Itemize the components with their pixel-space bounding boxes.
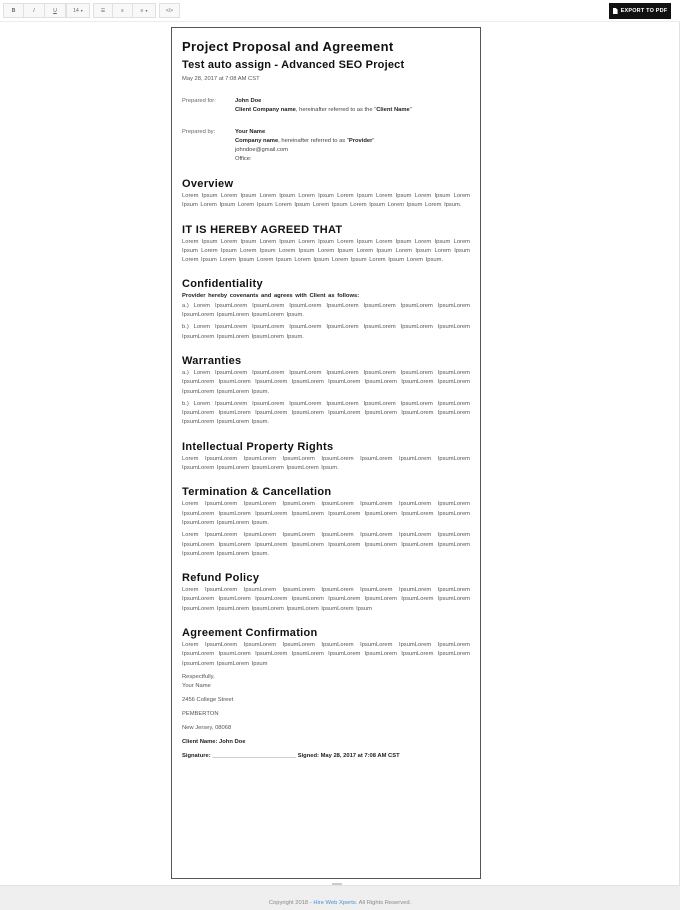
warranties-clause-b: b.) Lorem IpsumLorem IpsumLorem IpsumLorem IpsumLorem IpsumLorem IpsumLorem IpsumLorem IpsumLorem IpsumLorem IpsumLorem IpsumLorem IpsumLorem IpsumLorem IpsumLorem IpsumLorem IpsumLorem IpsumLorem Ipsum. [182,400,470,426]
signer-name: Your Name [182,682,211,689]
editor-toolbar [0,0,680,22]
section-heading-agreed: IT IS HEREBY AGREED THAT [182,223,343,236]
code-group [159,3,180,18]
signature-line: Signature: __________________________ Signed: May 28, 2017 at 7:08 AM CST [182,752,400,759]
warranties-clause-a: a.) Lorem IpsumLorem IpsumLorem IpsumLorem IpsumLorem IpsumLorem IpsumLorem IpsumLorem IpsumLorem IpsumLorem IpsumLorem IpsumLorem IpsumLorem IpsumLorem IpsumLorem IpsumLorem IpsumLorem IpsumLorem Ipsum. [182,369,470,395]
provider-office: Office: [235,156,252,162]
bullet-list-button[interactable] [93,3,113,18]
address-state: New Jersey, 08068 [182,724,232,731]
export-pdf-label: EXPORT TO PDF [620,8,668,14]
confidentiality-clause-a: a.) Lorem IpsumLorem IpsumLorem IpsumLorem IpsumLorem IpsumLorem IpsumLorem IpsumLorem IpsumLorem IpsumLorem IpsumLorem Ipsum. [182,302,470,319]
bullet-list-icon: ☰ [100,7,106,14]
underline-button[interactable]: U [45,3,66,18]
termination-text-1: Lorem IpsumLorem IpsumLorem IpsumLorem IpsumLorem IpsumLorem IpsumLorem IpsumLorem IpsumLorem IpsumLorem IpsumLorem IpsumLorem IpsumLorem IpsumLorem IpsumLorem IpsumLorem IpsumLorem IpsumLorem Ipsum. [182,501,470,526]
section-heading-warranties: Warranties [182,354,242,367]
font-size-group [66,3,90,18]
provider-company: Company name, hereinafter referred to as "Provider" [235,138,375,144]
company-link[interactable]: Hire Web Xperts [313,900,356,906]
respectfully-text: Respectfully, [182,673,215,680]
client-name: John Doe [235,98,262,104]
file-icon [613,8,618,14]
document-title: Project Proposal and Agreement [182,39,394,54]
document-date: May 28, 2017 at 7:08 AM CST [182,76,260,82]
bold-button[interactable]: B [3,3,24,18]
prepared-by-details [235,128,470,164]
agreed-text: Lorem Ipsum Lorem Ipsum Lorem Ipsum Lorem Ipsum Lorem Ipsum Lorem Ipsum Lorem Ipsum Lorem Ipsum Lorem Ipsum Lorem Ipsum Lorem Ipsum Lorem Ipsum Lorem Ipsum Lorem Ipsum Lorem Ipsum Lorem Ipsum Lorem Ipsum Lorem Ipsum Lorem Ipsum Lorem Ipsum Lorem Ipsum Lorem Ipsum. [182,238,470,264]
prepared-by-label: Prepared by: [182,129,216,135]
section-heading-ip: Intellectual Property Rights [182,440,334,453]
align-dropdown[interactable] [133,3,156,18]
provider-name: Your Name [235,129,266,135]
font-size-dropdown[interactable] [66,3,90,18]
section-heading-overview: Overview [182,178,234,190]
italic-button[interactable]: I [24,3,45,18]
client-name-line: Client Name: John Doe [182,738,246,745]
page-footer [0,900,680,906]
paragraph-group [93,3,156,18]
align-icon: ≡ [140,7,144,14]
code-icon: </> [165,7,174,14]
prepared-for-label: Prepared for: [182,98,216,104]
project-name: Test auto assign - Advanced SEO Project [182,59,405,71]
refund-text: Lorem IpsumLorem IpsumLorem IpsumLorem IpsumLorem IpsumLorem IpsumLorem IpsumLorem IpsumLorem IpsumLorem IpsumLorem IpsumLorem IpsumLorem IpsumLorem IpsumLorem IpsumLorem IpsumLorem IpsumLorem IpsumLorem IpsumLorem IpsumLorem Ipsum [182,587,470,612]
chevron-down-icon: ▾ [145,8,148,13]
section-heading-confirmation: Agreement Confirmation [182,627,318,640]
numbered-list-icon: ≡ [121,7,124,14]
code-view-button[interactable] [159,3,180,18]
resize-handle[interactable] [332,883,342,885]
copyright-text: Copyright 2018 - [268,900,314,906]
confidentiality-lead: Provider hereby covenants and agrees with Client as follows: [182,293,360,300]
overview-text: Lorem Ipsum Lorem Ipsum Lorem Ipsum Lorem Ipsum Lorem Ipsum Lorem Ipsum Lorem Ipsum Lorem Ipsum Lorem Ipsum Lorem Ipsum Lorem Ipsum Lorem Ipsum Lorem Ipsum Lorem Ipsum Lorem Ipsum. [182,193,470,209]
font-size-value: 14 [73,7,79,14]
prepared-for-details [235,97,470,115]
chevron-down-icon: ▾ [80,8,83,13]
address-city: PEMBERTON [182,710,219,717]
prepared-for-block [182,97,470,115]
export-pdf-button[interactable] [609,3,671,19]
section-heading-termination: Termination & Cancellation [182,486,332,499]
format-group [3,3,66,18]
provider-email: johndoe@gmail.com [235,147,288,153]
section-heading-refund: Refund Policy [182,572,260,585]
confirmation-text: Lorem IpsumLorem IpsumLorem IpsumLorem IpsumLorem IpsumLorem IpsumLorem IpsumLorem IpsumLorem IpsumLorem IpsumLorem IpsumLorem IpsumLorem IpsumLorem IpsumLorem IpsumLorem IpsumLorem IpsumLorem Ipsum [182,642,470,667]
prepared-by-block [182,128,470,164]
document-page[interactable] [171,27,481,879]
rights-text: . All Rights Reserved. [355,900,412,906]
confidentiality-clause-b: b.) Lorem IpsumLorem IpsumLorem IpsumLorem IpsumLorem IpsumLorem IpsumLorem IpsumLorem IpsumLorem IpsumLorem IpsumLorem Ipsum. [182,324,470,340]
address-street: 2456 College Street [182,696,234,703]
numbered-list-button[interactable] [113,3,133,18]
section-heading-confidentiality: Confidentiality [182,278,263,291]
termination-text-2: Lorem IpsumLorem IpsumLorem IpsumLorem IpsumLorem IpsumLorem IpsumLorem IpsumLorem IpsumLorem IpsumLorem IpsumLorem IpsumLorem IpsumLorem IpsumLorem IpsumLorem IpsumLorem IpsumLorem IpsumLorem Ipsum. [182,532,470,557]
client-company: Client Company name, hereinafter referred to as the "Client Name" [235,107,412,113]
ip-text: Lorem IpsumLorem IpsumLorem IpsumLorem IpsumLorem IpsumLorem IpsumLorem IpsumLorem IpsumLorem IpsumLorem IpsumLorem IpsumLorem Ipsum. [182,455,470,472]
